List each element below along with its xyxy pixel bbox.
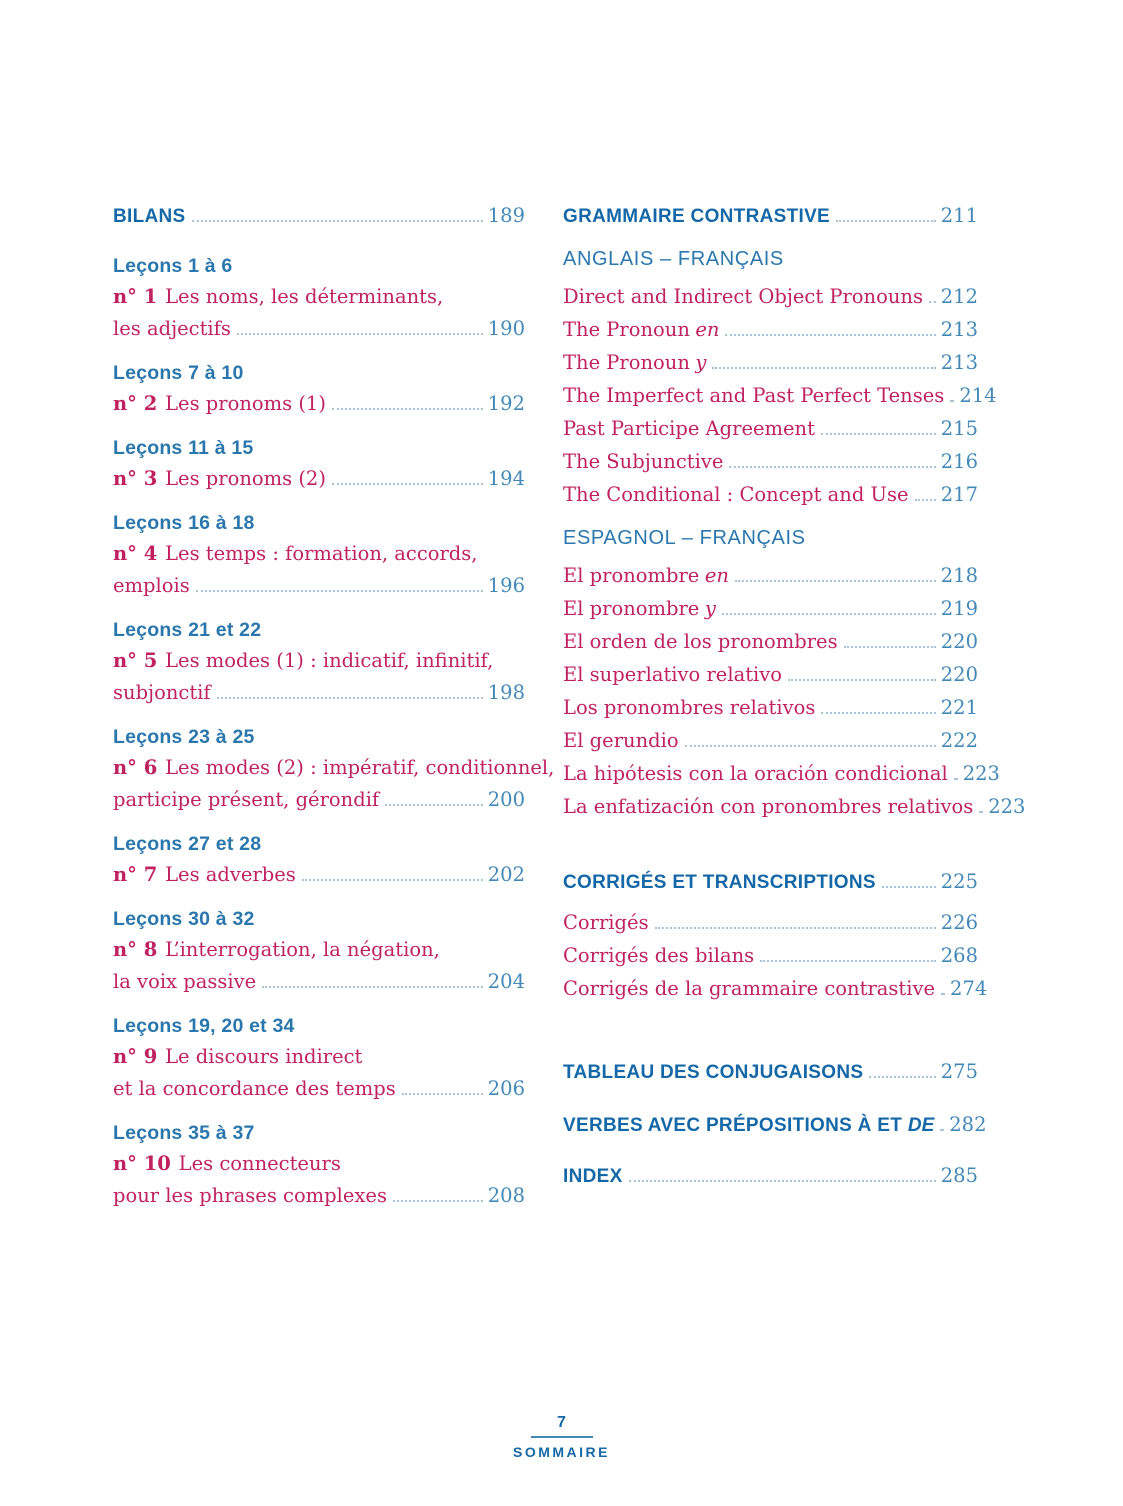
toc-lesson-entry: [113, 358, 525, 420]
page-number: 217: [940, 483, 978, 506]
page-number: 213: [940, 351, 978, 374]
lesson-title-text: Les noms, les déterminants,: [165, 285, 444, 308]
entry-text: Corrigés des bilans: [563, 944, 755, 967]
page-number: 223: [988, 795, 1026, 818]
toc-entry: [563, 313, 978, 346]
lesson-title-text: Les modes (1) : indicatif, infinitif,: [165, 649, 494, 672]
lesson-title-line: [113, 538, 525, 570]
page-number: 218: [940, 564, 978, 587]
section-title-italic: DE: [907, 1115, 935, 1136]
toc-left-column: [113, 203, 555, 1225]
toc-section-index: [563, 1163, 978, 1190]
section-title: INDEX: [563, 1166, 623, 1187]
page-number: 275: [940, 1060, 978, 1083]
entry-text: Corrigés de la grammaire contrastive: [563, 977, 936, 1000]
page-number: 192: [487, 392, 525, 415]
subsection-espagnol-francais: ESPAGNOL – FRANÇAIS: [563, 527, 806, 549]
lesson-title-line: [113, 1041, 525, 1073]
toc-entry: [563, 939, 978, 972]
page-number: 226: [940, 911, 978, 934]
toc-entry: [563, 592, 978, 625]
footer-section-label: SOMMAIRE: [513, 1444, 610, 1460]
dotted-leader: [629, 1180, 936, 1182]
page-number: 196: [487, 574, 525, 597]
entry-text: Direct and Indirect Object Pronouns: [563, 285, 923, 308]
lesson-range: Leçons 1 à 6: [113, 255, 233, 277]
toc-entry: [563, 478, 978, 511]
lesson-title-text: Les connecteurs: [178, 1152, 341, 1175]
entry-italic-text: y: [695, 351, 707, 374]
page-number: 211: [940, 204, 978, 227]
lesson-number: n° 6: [113, 756, 158, 779]
section-title: VERBES AVEC PRÉPOSITIONS À ET: [563, 1115, 903, 1136]
lesson-title-text: Les pronoms (2): [165, 467, 326, 490]
dotted-leader: [729, 466, 935, 468]
lesson-title-text: participe présent, gérondif: [113, 788, 380, 811]
page-number: 268: [940, 944, 978, 967]
lesson-title-text: Les temps : formation, accords,: [165, 542, 478, 565]
section-title: CORRIGÉS ET TRANSCRIPTIONS: [563, 872, 876, 893]
dotted-leader: [196, 590, 483, 592]
dotted-leader: [821, 712, 935, 714]
dotted-leader: [788, 679, 936, 681]
entry-text: The Pronoun: [563, 318, 690, 341]
page-number: 274: [950, 977, 988, 1000]
toc-lesson-entry: [113, 615, 525, 709]
lesson-title-text: Le discours indirect: [165, 1045, 363, 1068]
dotted-leader: [915, 499, 936, 501]
dotted-leader: [332, 408, 483, 410]
lesson-number: n° 3: [113, 467, 158, 490]
page-footer: [0, 1414, 1123, 1460]
lesson-range: Leçons 16 à 18: [113, 512, 255, 534]
entry-text: La hipótesis con la oración condicional: [563, 762, 948, 785]
page-number: 189: [487, 204, 525, 227]
lesson-number: n° 9: [113, 1045, 158, 1068]
dotted-leader: [385, 804, 483, 806]
dotted-leader: [237, 333, 483, 335]
dotted-leader: [262, 986, 483, 988]
dotted-leader: [940, 1129, 944, 1131]
toc-lesson-entry: [113, 722, 555, 816]
toc-entry: [563, 379, 997, 412]
lesson-number: n° 1: [113, 285, 158, 308]
page-number: 223: [962, 762, 1000, 785]
lesson-title-text: subjonctif: [113, 681, 211, 704]
lesson-title-line: [113, 784, 525, 816]
dotted-leader: [402, 1093, 483, 1095]
page-number: 194: [487, 467, 525, 490]
lesson-title-text: la voix passive: [113, 970, 257, 993]
lesson-title-line: [113, 1180, 525, 1212]
toc-entry: [563, 724, 978, 757]
dotted-leader: [760, 960, 936, 962]
page-number: 204: [487, 970, 525, 993]
entry-text: Past Participe Agreement: [563, 417, 815, 440]
section-title: TABLEAU DES CONJUGAISONS: [563, 1062, 864, 1083]
page-number: 221: [940, 696, 978, 719]
lesson-title-text: Les pronoms (1): [165, 392, 326, 415]
page-number: 282: [949, 1113, 987, 1136]
dotted-leader: [821, 433, 936, 435]
entry-text: Corrigés: [563, 911, 649, 934]
toc-entry: [563, 691, 978, 724]
page-number: 219: [940, 597, 978, 620]
entry-text: El pronombre: [563, 597, 700, 620]
toc-entry: [563, 757, 1000, 790]
page-number: 220: [940, 630, 978, 653]
page-number: 220: [940, 663, 978, 686]
footer-rule: [531, 1436, 593, 1438]
entry-text: El pronombre: [563, 564, 700, 587]
lesson-title-line: [113, 463, 525, 495]
page-number: 200: [487, 788, 525, 811]
lesson-range: Leçons 19, 20 et 34: [113, 1015, 295, 1037]
entry-italic-text: en: [704, 564, 729, 587]
toc-lesson-entry: [113, 433, 525, 495]
toc-section-verbes-prepositions: [563, 1112, 987, 1139]
dotted-leader: [941, 993, 945, 995]
dotted-leader: [655, 927, 936, 929]
dotted-leader: [979, 811, 983, 813]
section-title: BILANS: [113, 206, 186, 227]
lesson-number: n° 4: [113, 542, 158, 565]
page-number: 206: [487, 1077, 525, 1100]
lesson-title-line: [113, 645, 525, 677]
lesson-range: Leçons 27 et 28: [113, 833, 262, 855]
lesson-title-line: [113, 677, 525, 709]
entry-italic-text: en: [695, 318, 720, 341]
lesson-number: n° 2: [113, 392, 158, 415]
lesson-title-line: [113, 934, 525, 966]
toc-entry: [563, 346, 978, 379]
folio-number: 7: [557, 1414, 566, 1431]
lesson-title-text: pour les phrases complexes: [113, 1184, 387, 1207]
lesson-title-line: [113, 1073, 525, 1105]
entry-text: The Subjunctive: [563, 450, 724, 473]
page-number: 216: [940, 450, 978, 473]
toc-right-column: [563, 203, 1026, 1190]
page-number: 215: [940, 417, 978, 440]
dotted-leader: [954, 778, 958, 780]
toc-lesson-entry: [113, 904, 525, 998]
lesson-title-line: [113, 388, 525, 420]
lesson-title-line: [113, 570, 525, 602]
page-number: 222: [940, 729, 978, 752]
toc-lesson-entry: [113, 251, 525, 345]
lesson-number: n° 8: [113, 938, 158, 961]
lesson-range: Leçons 35 à 37: [113, 1122, 255, 1144]
lesson-range: Leçons 7 à 10: [113, 362, 244, 384]
toc-entry: [563, 790, 1026, 823]
dotted-leader: [725, 334, 935, 336]
toc-entry: [563, 906, 978, 939]
dotted-leader: [735, 580, 936, 582]
lesson-title-text: les adjectifs: [113, 317, 231, 340]
toc-entry: [563, 625, 978, 658]
subsection-anglais-francais: ANGLAIS – FRANÇAIS: [563, 248, 784, 270]
lesson-title-line: [113, 966, 525, 998]
toc-entry: [563, 658, 978, 691]
lesson-title-line: [113, 313, 525, 345]
dotted-leader: [844, 646, 936, 648]
dotted-leader: [393, 1200, 483, 1202]
dotted-leader: [882, 886, 936, 888]
entry-text: The Pronoun: [563, 351, 690, 374]
entry-text: El orden de los pronombres: [563, 630, 838, 653]
dotted-leader: [929, 301, 936, 303]
toc-section-grammaire-contrastive: [563, 203, 978, 230]
entry-text: The Conditional : Concept and Use: [563, 483, 909, 506]
page-number: 202: [487, 863, 525, 886]
toc-lesson-entry: [113, 829, 525, 891]
lesson-range: Leçons 23 à 25: [113, 726, 255, 748]
toc-section-tableau-conjugaisons: [563, 1059, 978, 1086]
lesson-title-text: et la concordance des temps: [113, 1077, 396, 1100]
dotted-leader: [722, 613, 936, 615]
lesson-number: n° 5: [113, 649, 158, 672]
lesson-title-text: L’interrogation, la négation,: [165, 938, 440, 961]
entry-italic-text: y: [704, 597, 716, 620]
page-number: 190: [487, 317, 525, 340]
lesson-number: n° 7: [113, 863, 158, 886]
dotted-leader: [712, 367, 935, 369]
lesson-title-line: [113, 1148, 525, 1180]
toc-section-corriges: [563, 869, 978, 896]
page-number: 198: [487, 681, 525, 704]
lesson-range: Leçons 21 et 22: [113, 619, 262, 641]
dotted-leader: [332, 483, 483, 485]
dotted-leader: [192, 220, 483, 222]
toc-lesson-entry: [113, 508, 525, 602]
entry-text: Los pronombres relativos: [563, 696, 816, 719]
page-number: 208: [487, 1184, 525, 1207]
toc-entry: [563, 972, 988, 1005]
entry-text: El superlativo relativo: [563, 663, 783, 686]
lesson-title-text: Les adverbes: [165, 863, 296, 886]
entry-text: La enfatización con pronombres relativos: [563, 795, 974, 818]
toc-entry: [563, 412, 978, 445]
toc-section-bilans: [113, 203, 525, 230]
section-title: GRAMMAIRE CONTRASTIVE: [563, 206, 831, 227]
lesson-number: n° 10: [113, 1152, 171, 1175]
dotted-leader: [869, 1076, 935, 1078]
dotted-leader: [302, 879, 483, 881]
dotted-leader: [950, 400, 954, 402]
dotted-leader: [836, 220, 936, 222]
lesson-title-line: [113, 281, 525, 313]
page-number: 225: [940, 870, 978, 893]
page-number: 214: [959, 384, 997, 407]
toc-lesson-entry: [113, 1118, 525, 1212]
lesson-title-text: Les modes (2) : impératif, conditionnel,: [165, 756, 555, 779]
toc-entry: [563, 280, 978, 313]
toc-entry: [563, 559, 978, 592]
lesson-range: Leçons 30 à 32: [113, 908, 255, 930]
toc-entry: [563, 445, 978, 478]
entry-text: El gerundio: [563, 729, 679, 752]
lesson-title-text: emplois: [113, 574, 190, 597]
page-number: 212: [940, 285, 978, 308]
lesson-title-line: [113, 859, 525, 891]
lesson-title-line: [113, 752, 555, 784]
dotted-leader: [217, 697, 483, 699]
entry-text: The Imperfect and Past Perfect Tenses: [563, 384, 945, 407]
toc-lesson-entry: [113, 1011, 525, 1105]
dotted-leader: [685, 745, 936, 747]
lesson-range: Leçons 11 à 15: [113, 437, 254, 459]
page-number: 213: [940, 318, 978, 341]
page-number: 285: [940, 1164, 978, 1187]
